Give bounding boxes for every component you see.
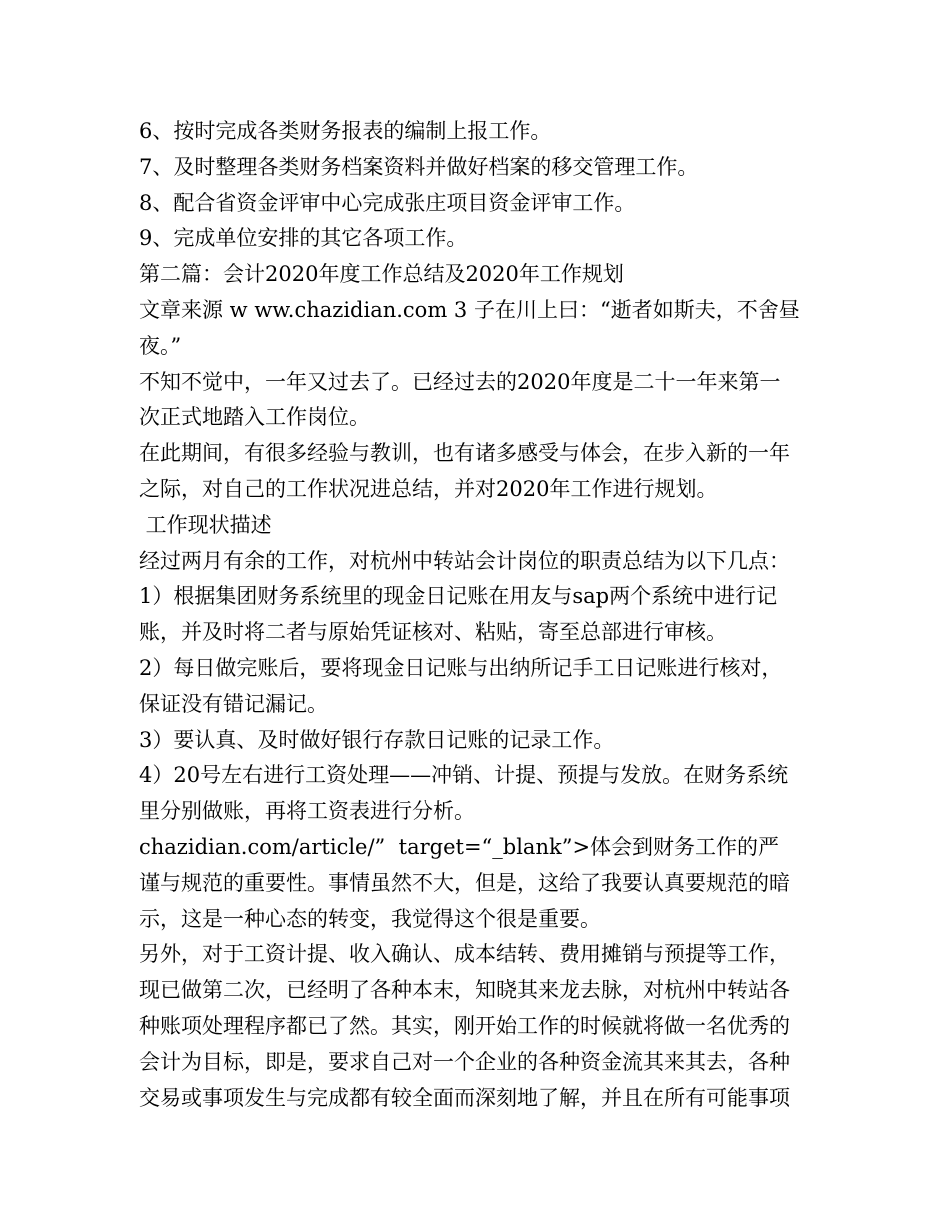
text-line: 保证没有错记漏记。 (139, 691, 328, 716)
text-line: 在此期间，有很多经验与教训，也有诸多感受与体会，在步入新的一年 (139, 441, 790, 466)
text-line: 不知不觉中，一年又过去了。已经过去的2020年度是二十一年来第一 (139, 369, 781, 394)
text-line: 6、按时完成各类财务报表的编制上报工作。 (139, 119, 552, 143)
document-body (139, 114, 819, 1116)
subheading: 工作现状描述 (139, 512, 272, 537)
text-line: 里分别做账，再将工资表进行分析。 (139, 799, 475, 824)
text-line: 种账项处理程序都已了然。其实，刚开始工作的时候就将做一名优秀的 (139, 1013, 790, 1038)
text-line: 示，这是一种心态的转变，我觉得这个很是重要。 (139, 906, 601, 931)
text-line: 2）每日做完账后，要将现金日记账与出纳所记手工日记账进行核对， (139, 655, 783, 680)
text-line: 之际，对自己的工作状况进总结，并对2020年工作进行规划。 (139, 476, 718, 501)
text-line: 谨与规范的重要性。事情虽然不大，但是，这给了我要认真要规范的暗 (139, 870, 790, 895)
text-line: 8、配合省资金评审中心完成张庄项目资金评审工作。 (139, 190, 636, 215)
text-line: 现已做第二次，已经明了各种本末，知晓其来龙去脉，对杭州中转站各 (139, 978, 790, 1003)
text-line: 文章来源 w ww.chazidian.com 3 子在川上曰：“逝者如斯夫，不舍昼 (139, 297, 800, 322)
text-line: 账，并及时将二者与原始凭证核对、粘贴，寄至总部进行审核。 (139, 620, 727, 645)
text-line: 1）根据集团财务系统里的现金日记账在用友与sap两个系统中进行记 (139, 584, 778, 609)
text-line: 9、完成单位安排的其它各项工作。 (139, 226, 468, 251)
text-line: 夜。” (139, 333, 182, 358)
text-line: 次正式地踏入工作岗位。 (139, 405, 370, 430)
text-line: 经过两月有余的工作，对杭州中转站会计岗位的职责总结为以下几点： (139, 548, 790, 573)
text-line: 交易或事项发生与完成都有较全面而深刻地了解，并且在所有可能事项 (139, 1085, 790, 1110)
text-line: 3）要认真、及时做好银行存款日记账的记录工作。 (139, 727, 615, 752)
text-line: 7、及时整理各类财务档案资料并做好档案的移交管理工作。 (139, 154, 699, 179)
text-line: chazidian.com/article/” target=“_blank”>体会到财务工作的严 (139, 834, 780, 859)
text-line: 4）20号左右进行工资处理——冲销、计提、预提与发放。在财务系统 (139, 763, 789, 788)
text-line: 会计为目标，即是，要求自己对一个企业的各种资金流其来其去，各种 (139, 1049, 790, 1074)
text-line: 另外，对于工资计提、收入确认、成本结转、费用摊销与预提等工作， (139, 942, 790, 967)
section-heading: 第二篇：会计2020年度工作总结及2020年工作规划 (139, 262, 624, 287)
